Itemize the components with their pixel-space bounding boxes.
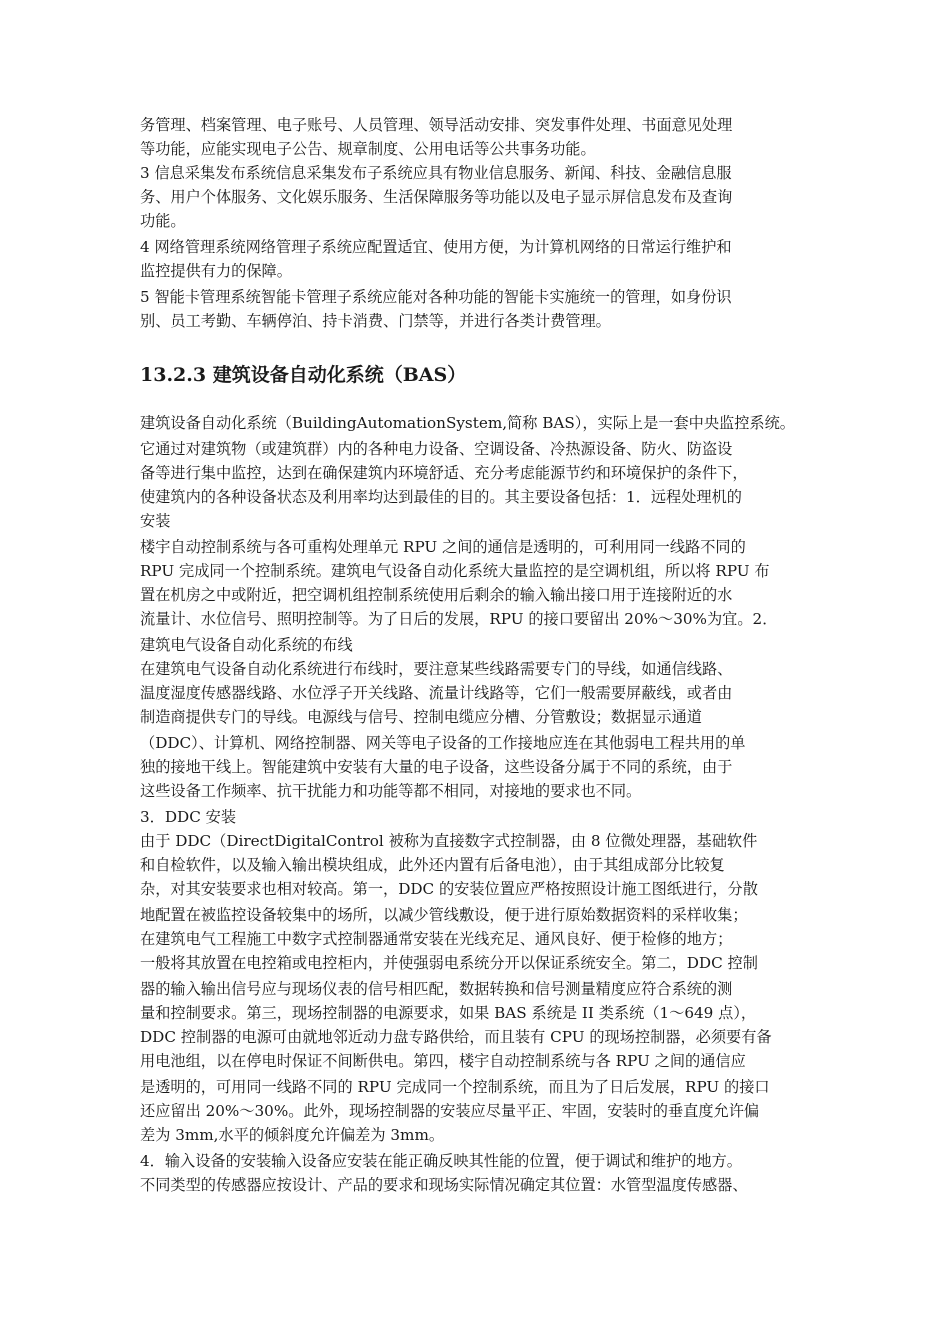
paragraph-line: 务管理、档案管理、电子账号、人员管理、领导活动安排、突发事件处理、书面意见处理 [140, 116, 733, 134]
paragraph-line: 不同类型的传感器应按设计、产品的要求和现场实际情况确定其位置：水管型温度传感器、 [140, 1176, 748, 1194]
paragraph-line: 在建筑电气设备自动化系统进行布线时，要注意某些线路需要专门的导线，如通信线路、 [140, 660, 733, 678]
paragraph-line: 还应留出 20%～30%。此外，现场控制器的安装应尽量平正、牢固，安装时的垂直度允许偏 [140, 1102, 760, 1120]
paragraph-line: 流量计、水位信号、照明控制等。为了日后的发展，RPU 的接口要留出 20%～30%为宜。2． [140, 610, 778, 628]
paragraph-line: 3 信息采集发布系统信息采集发布子系统应具有物业信息服务、新闻、科技、金融信息服 [140, 164, 732, 182]
paragraph-line: 独的接地干线上。智能建筑中安装有大量的电子设备，这些设备分属于不同的系统，由于 [140, 758, 733, 776]
paragraph-line: 由于 DDC（DirectDigitalControl 被称为直接数字式控制器，由 8 位微处理器，基础软件 [140, 832, 758, 850]
paragraph-line: 安装 [140, 512, 171, 530]
paragraph-line: 地配置在被监控设备较集中的场所，以减少管线敷设，便于进行原始数据资料的采样收集； [140, 906, 748, 924]
paragraph-line: 用电池组，以在停电时保证不间断供电。第四，楼宇自动控制系统与各 RPU 之间的通信应 [140, 1052, 746, 1070]
paragraph-line: 在建筑电气工程施工中数字式控制器通常安装在光线充足、通风良好、便于检修的地方； [140, 930, 733, 948]
paragraph-line: 建筑电气设备自动化系统的布线 [140, 636, 353, 654]
paragraph-line: 备等进行集中监控，达到在确保建筑内环境舒适、充分考虑能源节约和环境保护的条件下， [140, 464, 748, 482]
section-heading: 13.2.3 建筑设备自动化系统（BAS） [140, 364, 467, 386]
paragraph-line: 5 智能卡管理系统智能卡管理子系统应能对各种功能的智能卡实施统一的管理，如身份识 [140, 288, 732, 306]
paragraph-line: 建筑设备自动化系统（BuildingAutomationSystem,简称 BAS），实际上是一套中央监控系统。 [140, 414, 795, 432]
paragraph-line: 别、员工考勤、车辆停泊、持卡消费、门禁等，并进行各类计费管理。 [140, 312, 611, 330]
paragraph-line: 是透明的，可用同一线路不同的 RPU 完成同一个控制系统，而且为了日后发展，RPU 的接口 [140, 1078, 770, 1096]
paragraph-line: 务、用户个体服务、文化娱乐服务、生活保障服务等功能以及电子显示屏信息发布及查询 [140, 188, 733, 206]
paragraph-line: 监控提供有力的保障。 [140, 262, 292, 280]
paragraph-line: 差为 3mm,水平的倾斜度允许偏差为 3mm。 [140, 1126, 445, 1144]
paragraph-line: 功能。 [140, 212, 186, 230]
paragraph-line: 4．输入设备的安装输入设备应安装在能正确反映其性能的位置，便于调试和维护的地方。 [140, 1152, 742, 1170]
paragraph-line: 3．DDC 安装 [140, 808, 237, 826]
paragraph-line: 一般将其放置在电控箱或电控柜内，并使强弱电系统分开以保证系统安全。第二，DDC 控制 [140, 954, 758, 972]
paragraph-line: 使建筑内的各种设备状态及利用率均达到最佳的目的。其主要设备包括：1．远程处理机的 [140, 488, 742, 506]
paragraph-line: 这些设备工作频率、抗干扰能力和功能等都不相同，对接地的要求也不同。 [140, 782, 642, 800]
paragraph-line: 它通过对建筑物（或建筑群）内的各种电力设备、空调设备、冷热源设备、防火、防盗设 [140, 440, 733, 458]
paragraph-line: 和自检软件，以及输入输出模块组成，此外还内置有后备电池），由于其组成部分比较复 [140, 856, 725, 874]
paragraph-line: 杂，对其安装要求也相对较高。第一，DDC 的安装位置应严格按照设计施工图纸进行，分散 [140, 880, 758, 898]
paragraph-line: 等功能，应能实现电子公告、规章制度、公用电话等公共事务功能。 [140, 140, 596, 158]
paragraph-line: DDC 控制器的电源可由就地邻近动力盘专路供给，而且装有 CPU 的现场控制器，必须要有备 [140, 1028, 772, 1046]
paragraph-line: 置在机房之中或附近，把空调机组控制系统使用后剩余的输入输出接口用于连接附近的水 [140, 586, 733, 604]
paragraph-line: 4 网络管理系统网络管理子系统应配置适宜、使用方便，为计算机网络的日常运行维护和 [140, 238, 732, 256]
paragraph-line: （DDC）、计算机、网络控制器、网关等电子设备的工作接地应连在其他弱电工程共用的单 [140, 734, 746, 752]
paragraph-line: 楼宇自动控制系统与各可重构处理单元 RPU 之间的通信是透明的，可利用同一线路不同的 [140, 538, 746, 556]
paragraph-line: 器的输入输出信号应与现场仪表的信号相匹配，数据转换和信号测量精度应符合系统的测 [140, 980, 733, 998]
paragraph-line: 温度湿度传感器线路、水位浮子开关线路、流量计线路等，它们一般需要屏蔽线，或者由 [140, 684, 733, 702]
paragraph-line: RPU 完成同一个控制系统。建筑电气设备自动化系统大量监控的是空调机组，所以将 RPU 布 [140, 562, 770, 580]
paragraph-line: 制造商提供专门的导线。电源线与信号、控制电缆应分槽、分管敷设；数据显示通道 [140, 708, 702, 726]
paragraph-line: 量和控制要求。第三，现场控制器的电源要求，如果 BAS 系统是 II 类系统（1～649 点）， [140, 1004, 757, 1022]
